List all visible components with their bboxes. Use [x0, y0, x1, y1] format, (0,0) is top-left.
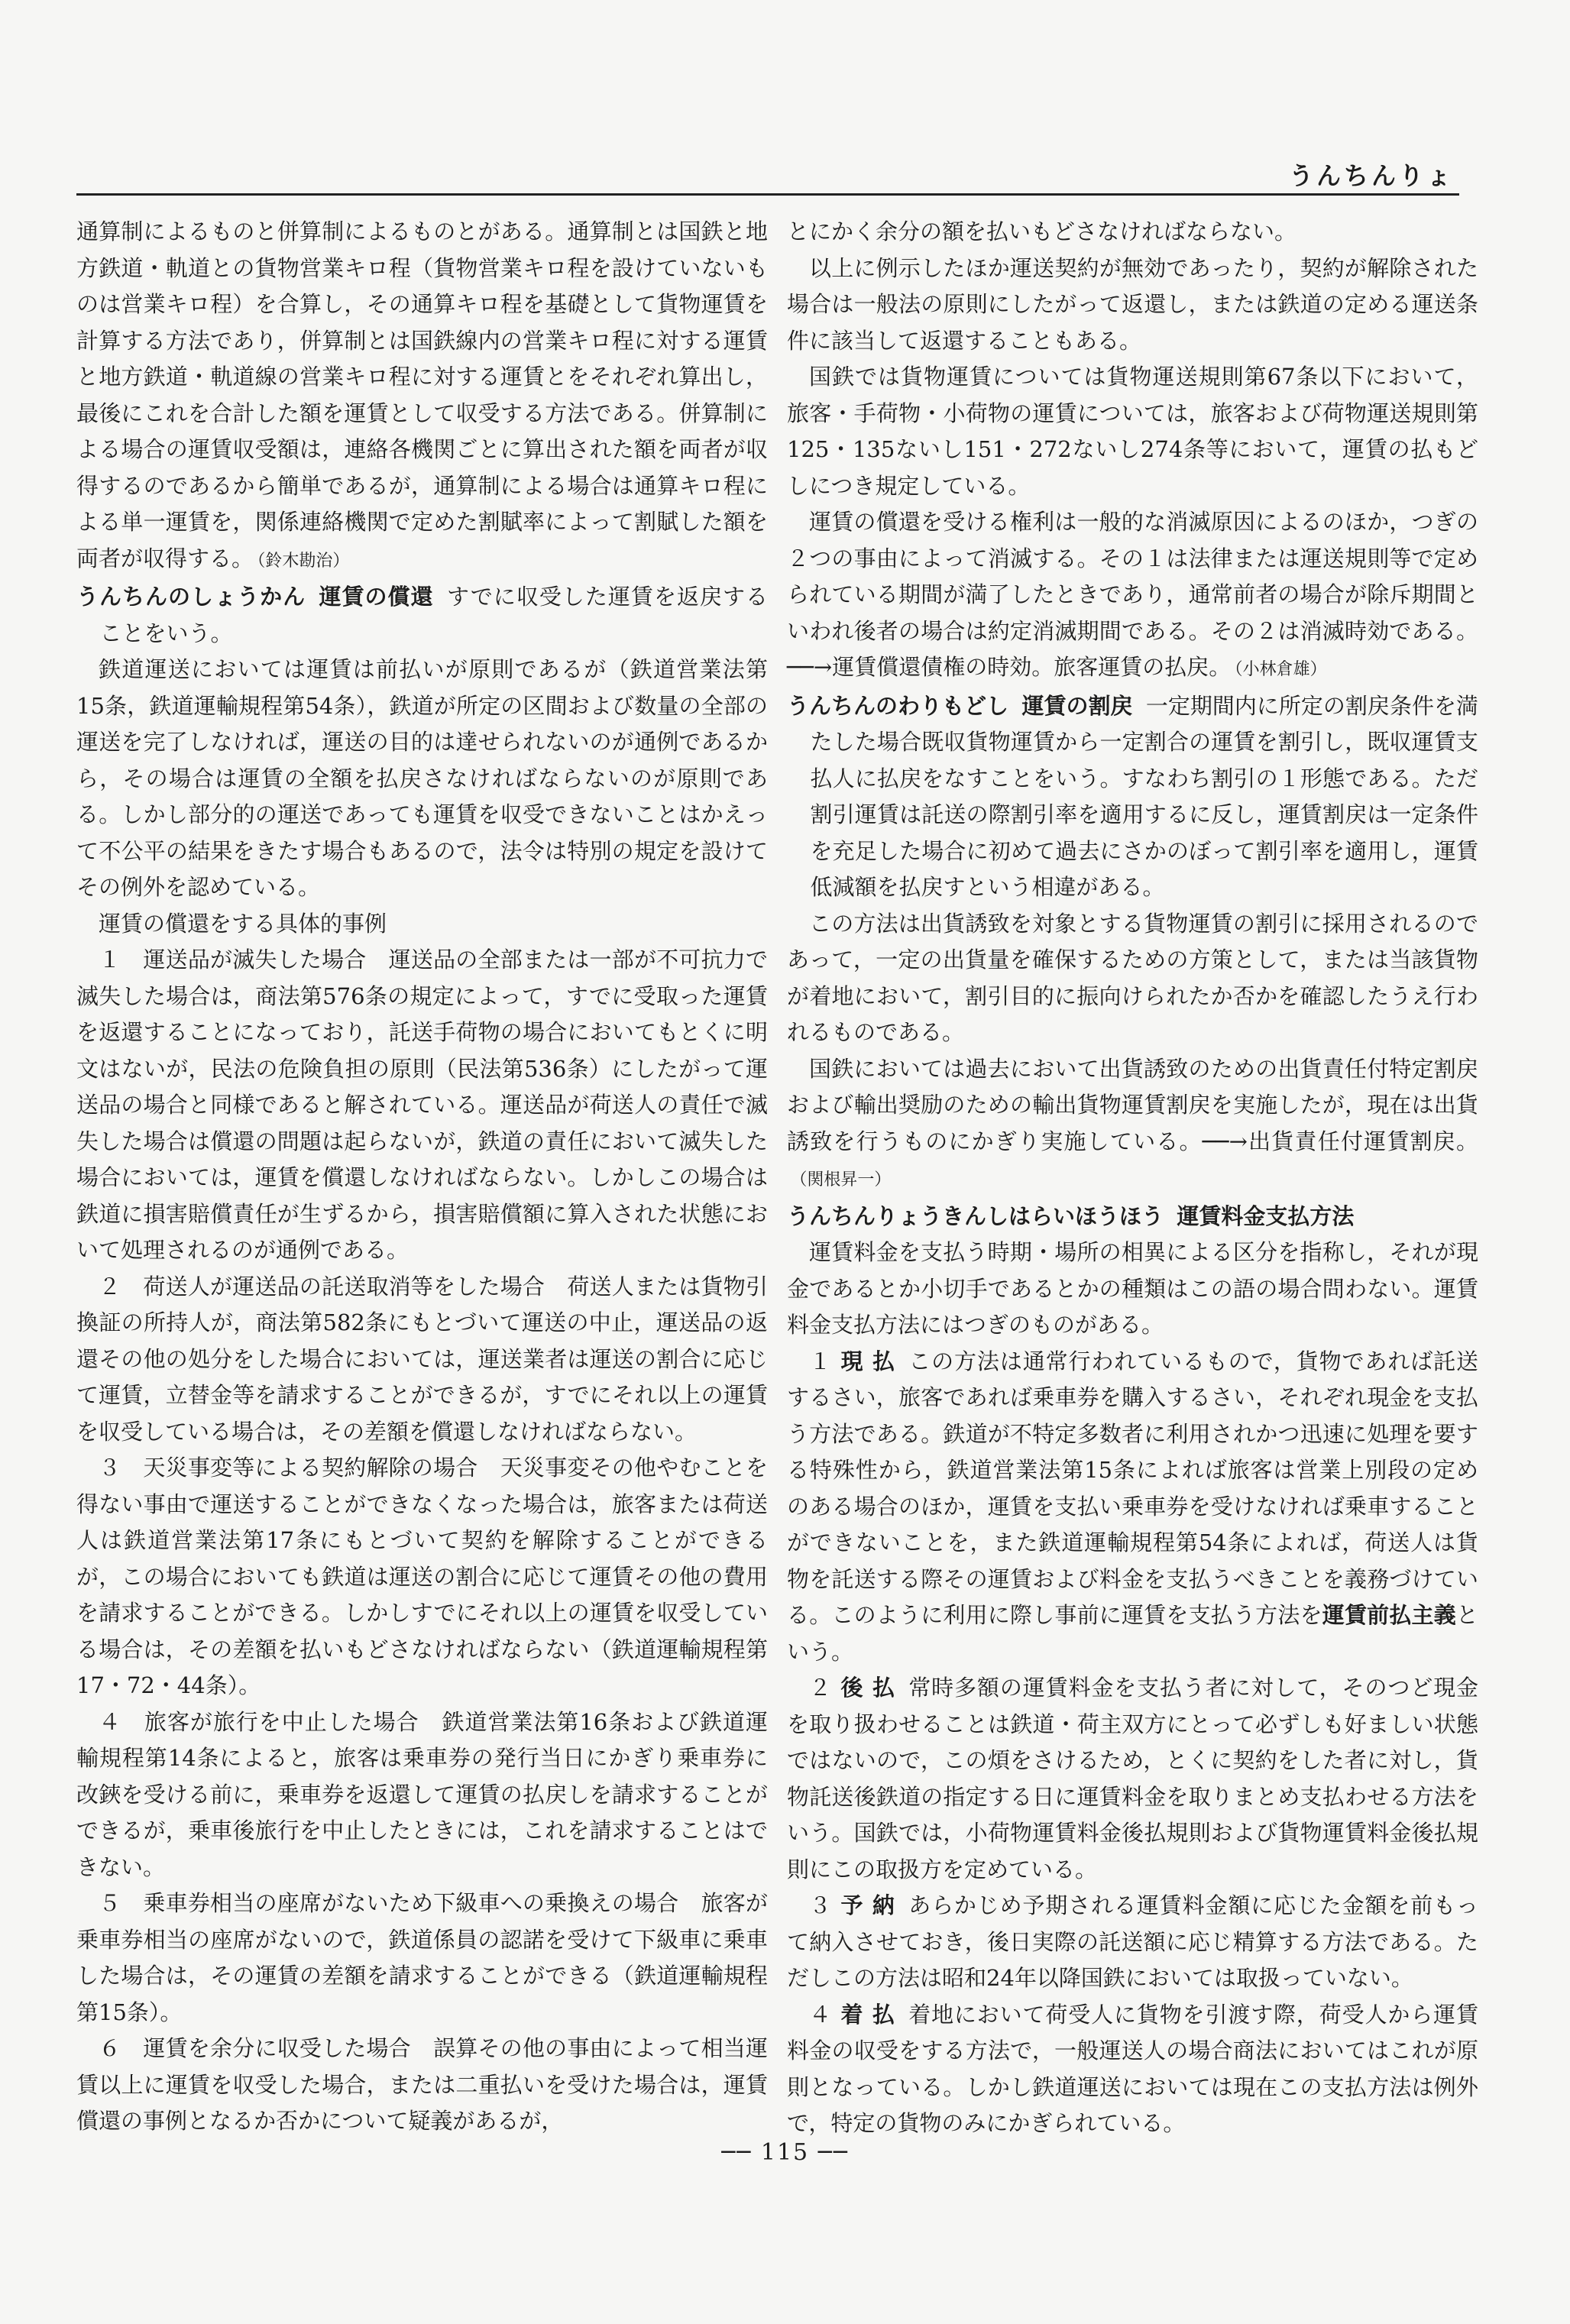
paragraph: 国鉄では貨物運賃については貨物運送規則第67条以下において，旅客・手荷物・小荷物の運賃については，旅客および荷物運送規則第125・135ないし151・272ないし274条等において，運賃の払もどしにつき規定している。	[787, 364, 1478, 499]
method-label: 予納	[840, 1892, 905, 1918]
author-credit: （小林倉雄）	[1234, 660, 1327, 679]
entry-term: 運賃料金支払方法	[1177, 1202, 1355, 1229]
paragraph: 運賃の償還を受ける権利は一般的な消滅原因によるのほか，つぎの２つの事由によって消滅する。その１は法律または運送規則等で定められている期間が満了したときであり，通常前者の場合が除斥期間といわれ後者の場合は約定消滅期間である。その２は消滅時効である。──→運賃償還債権の時効。旅客運賃の払戻。 （小林倉雄）	[787, 509, 1478, 680]
author-credit: （関根昇一）	[790, 1170, 892, 1190]
page-number: ── 115 ──	[721, 2139, 849, 2166]
entry-term: 運賃の償還	[319, 584, 434, 610]
entry-definition: 一定期間内に所定の割戻条件を満たした場合既収貨物運賃から一定割合の運賃を割引し，既収運賃支払人に払戻をなすことをいう。すなわち割引の１形態である。ただ割引運賃は託送の際割引率を適用するに反し，運賃割戻は一定条件を充足した場合に初めて過去にさかのぼって割引率を適用し，運賃低減額を払戻すという相違がある。	[810, 692, 1478, 900]
method-item: ３ 予納 あらかじめ予期される運賃料金額に応じた金額を前もって納入させておき，後日実際の託送額に応じ精算する方法である。ただしこの方法は昭和24年以降国鉄においては取扱っていない。	[787, 1892, 1478, 1991]
paragraph: 通算制によるものと併算制によるものとがある。通算制とは国鉄と地方鉄道・軌道との貨物営業キロ程（貨物営業キロ程を設けていないものは営業キロ程）を合算し，その通算キロ程を基礎として貨物運賃を計算する方法であり，併算制とは国鉄線内の営業キロ程に対する運賃と地方鉄道・軌道線の営業キロ程に対する運賃とをそれぞれ算出し，最後にこれを合計した額を運賃として収受する方法である。併算制による場合の運賃収受額は，連絡各機関ごとに算出された額を両者が収得するのであるから簡単であるが，通算制による場合は通算キロ程による単一運賃を，関係連絡機関で定めた割賦率によって割賦した額を両者が収得する。 （鈴木勘治）	[76, 218, 768, 571]
method-label: 現払	[840, 1348, 905, 1374]
running-header-word: うんちんりょ	[1288, 161, 1454, 190]
left-column	[76, 214, 768, 2134]
header-rule	[76, 193, 1459, 196]
case-item: ５ 乗車券相当の座席がないため下級車への乗換えの場合 旅客が乗車券相当の座席がないので，鉄道係員の認諾を受けて下級車に乗車した場合は，その運賃の差額を請求することができる（鉄道運輸規程第15条）。	[76, 1890, 768, 2025]
case-item: ２ 荷送人が運送品の託送取消等をした場合 荷送人または貨物引換証の所持人が，商法第582条にもとづいて運送の中止，運送品の返還その他の処分をした場合においては，運送業者は運送の割合に応じて運賃，立替金等を請求することができるが，すでにそれ以上の運賃を収受している場合は，その差額を償還しなければならない。	[76, 1273, 768, 1445]
emphasized-term: 運賃前払主義	[1322, 1602, 1456, 1628]
method-label: 後払	[840, 1675, 905, 1701]
paragraph: 国鉄においては過去において出貨誘致のための出貨責任付特定割戻および輸出奨励のための輸出貨物運賃割戻を実施したが，現在は出貨誘致を行うものにかぎり実施している。──→出貨責任付運賃割戻。（関根昇一）	[787, 1055, 1478, 1190]
entry-term: 運賃の割戻	[1021, 692, 1133, 719]
entry-definition: すでに収受した運賃を返戻することをいう。	[99, 584, 768, 646]
method-item: ４ 着払 着地において荷受人に貨物を引渡す際，荷受人から運賃料金の収受をする方法で，一般運送人の場合商法においてはこれが原則となっている。しかし鉄道運送においては現在この支払方法は例外で，特定の貨物のみにかぎられている。	[787, 2001, 1478, 2136]
entry-unchin-no-shokan	[76, 579, 768, 652]
paragraph: 以上に例示したほか運送契約が無効であったり，契約が解除された場合は一般法の原則にしたがって返還し，または鉄道の定める運送条件に該当して返還することもある。	[787, 254, 1478, 354]
entry-headword: うんちんのしょうかん	[76, 584, 306, 610]
paragraph: この方法は出貨誘致を対象とする貨物運賃の割引に採用されるのであって，一定の出貨量を確保するための方策として，または当該貨物が着地において，割引目的に振向けられたか否かを確認したうえ行われるものである。	[787, 910, 1478, 1045]
case-item: ４ 旅客が旅行を中止した場合 鉄道営業法第16条および鉄道運輸規程第14条によると，旅客は乗車券の発行当日にかぎり乗車券に改鋏を受ける前に，乗車券を返還して運賃の払戻しを請求することができるが，乗車後旅行を中止したときには，これを請求することはできない。	[76, 1708, 768, 1880]
author-credit: （鈴木勘治）	[257, 551, 350, 571]
method-label: 着払	[840, 2001, 905, 2028]
entry-unchin-no-warimodoshi	[787, 688, 1478, 906]
right-column	[787, 214, 1478, 2136]
subheading: 運賃の償還をする具体的事例	[99, 910, 387, 937]
paragraph: とにかく余分の額を払いもどさなければならない。	[787, 218, 1297, 244]
method-item: ２ 後払 常時多額の運賃料金を支払う者に対して，そのつど現金を取り扱わせることは鉄道・荷主双方にとって必ずしも好ましい状態ではないので，この煩をさけるため，とくに契約をした者に対し，貨物託送後鉄道の指定する日に運賃料金を取りまとめ支払わせる方法をいう。国鉄では，小荷物運賃料金後払規則および貨物運賃料金後払規則にこの取扱方を定めている。	[787, 1675, 1478, 1882]
case-item: ６ 運賃を余分に収受した場合 誤算その他の事由によって相当運賃以上に運賃を収受した場合，または二重払いを受けた場合は，運賃償還の事例となるか否かについて疑義があるが，	[76, 2035, 768, 2134]
case-item: ３ 天災事変等による契約解除の場合 天災事変その他やむことを得ない事由で運送することができなくなった場合は，旅客または荷送人は鉄道営業法第17条にもとづいて契約を解除することができるが，この場合においても鉄道は運送の割合に応じて運賃その他の費用を請求することができる。しかしすでにそれ以上の運賃を収受している場合は，その差額を払いもどさなければならない（鉄道運輸規程第17・72・44条）。	[76, 1455, 768, 1698]
entry-headword: うんちんのわりもどし	[787, 692, 1009, 719]
entry-headword: うんちんりょうきんしはらいほうほう	[787, 1202, 1164, 1229]
entry-unchin-ryokin-shiharai-hoho	[787, 1199, 1478, 1235]
paragraph: 鉄道運送においては運賃は前払いが原則であるが（鉄道営業法第15条，鉄道運輸規程第54条），鉄道が所定の区間および数量の全部の運送を完了しなければ，運送の目的は達せられないのが通例であるから，その場合は運賃の全額を払戻さなければならないのが原則である。しかし部分的の運送であっても運賃を収受できないことはかえって不公平の結果をきたす場合もあるので，法令は特別の規定を設けてその例外を認めている。	[76, 656, 768, 900]
method-item: １ 現払 この方法は通常行われているもので，貨物であれば託送するさい，旅客であれば乗車券を購入するさい，それぞれ現金を支払う方法である。鉄道が不特定多数者に利用されかつ迅速に処理を要する特殊性から，鉄道営業法第15条によれば旅客は営業上別段の定めのある場合のほか，運賃を支払い乗車券を受けなければ乗車することができないことを，また鉄道運輸規程第54条によれば，荷送人は貨物を託送する際その運賃および料金を支払うべきことを義務づけている。このように利用に際し事前に運賃を支払う方法を運賃前払主義という。	[787, 1348, 1478, 1665]
case-item: １ 運送品が滅失した場合 運送品の全部または一部が不可抗力で滅失した場合は，商法第576条の規定によって，すでに受取った運賃を返還することになっており，託送手荷物の場合においてもとくに明文はないが，民法の危険負担の原則（民法第536条）にしたがって運送品の場合と同様であると解されている。運送品が荷送人の責任で滅失した場合は償還の問題は起らないが，鉄道の責任において滅失した場合においては，運賃を償還しなければならない。しかしこの場合は鉄道に損害賠償責任が生ずるから，損害賠償額に算入された状態において処理されるのが通例である。	[76, 947, 768, 1263]
paragraph: 運賃料金を支払う時期・場所の相異による区分を指称し，それが現金であるとか小切手であるとかの種類はこの語の場合問わない。運賃料金支払方法にはつぎのものがある。	[787, 1239, 1478, 1338]
